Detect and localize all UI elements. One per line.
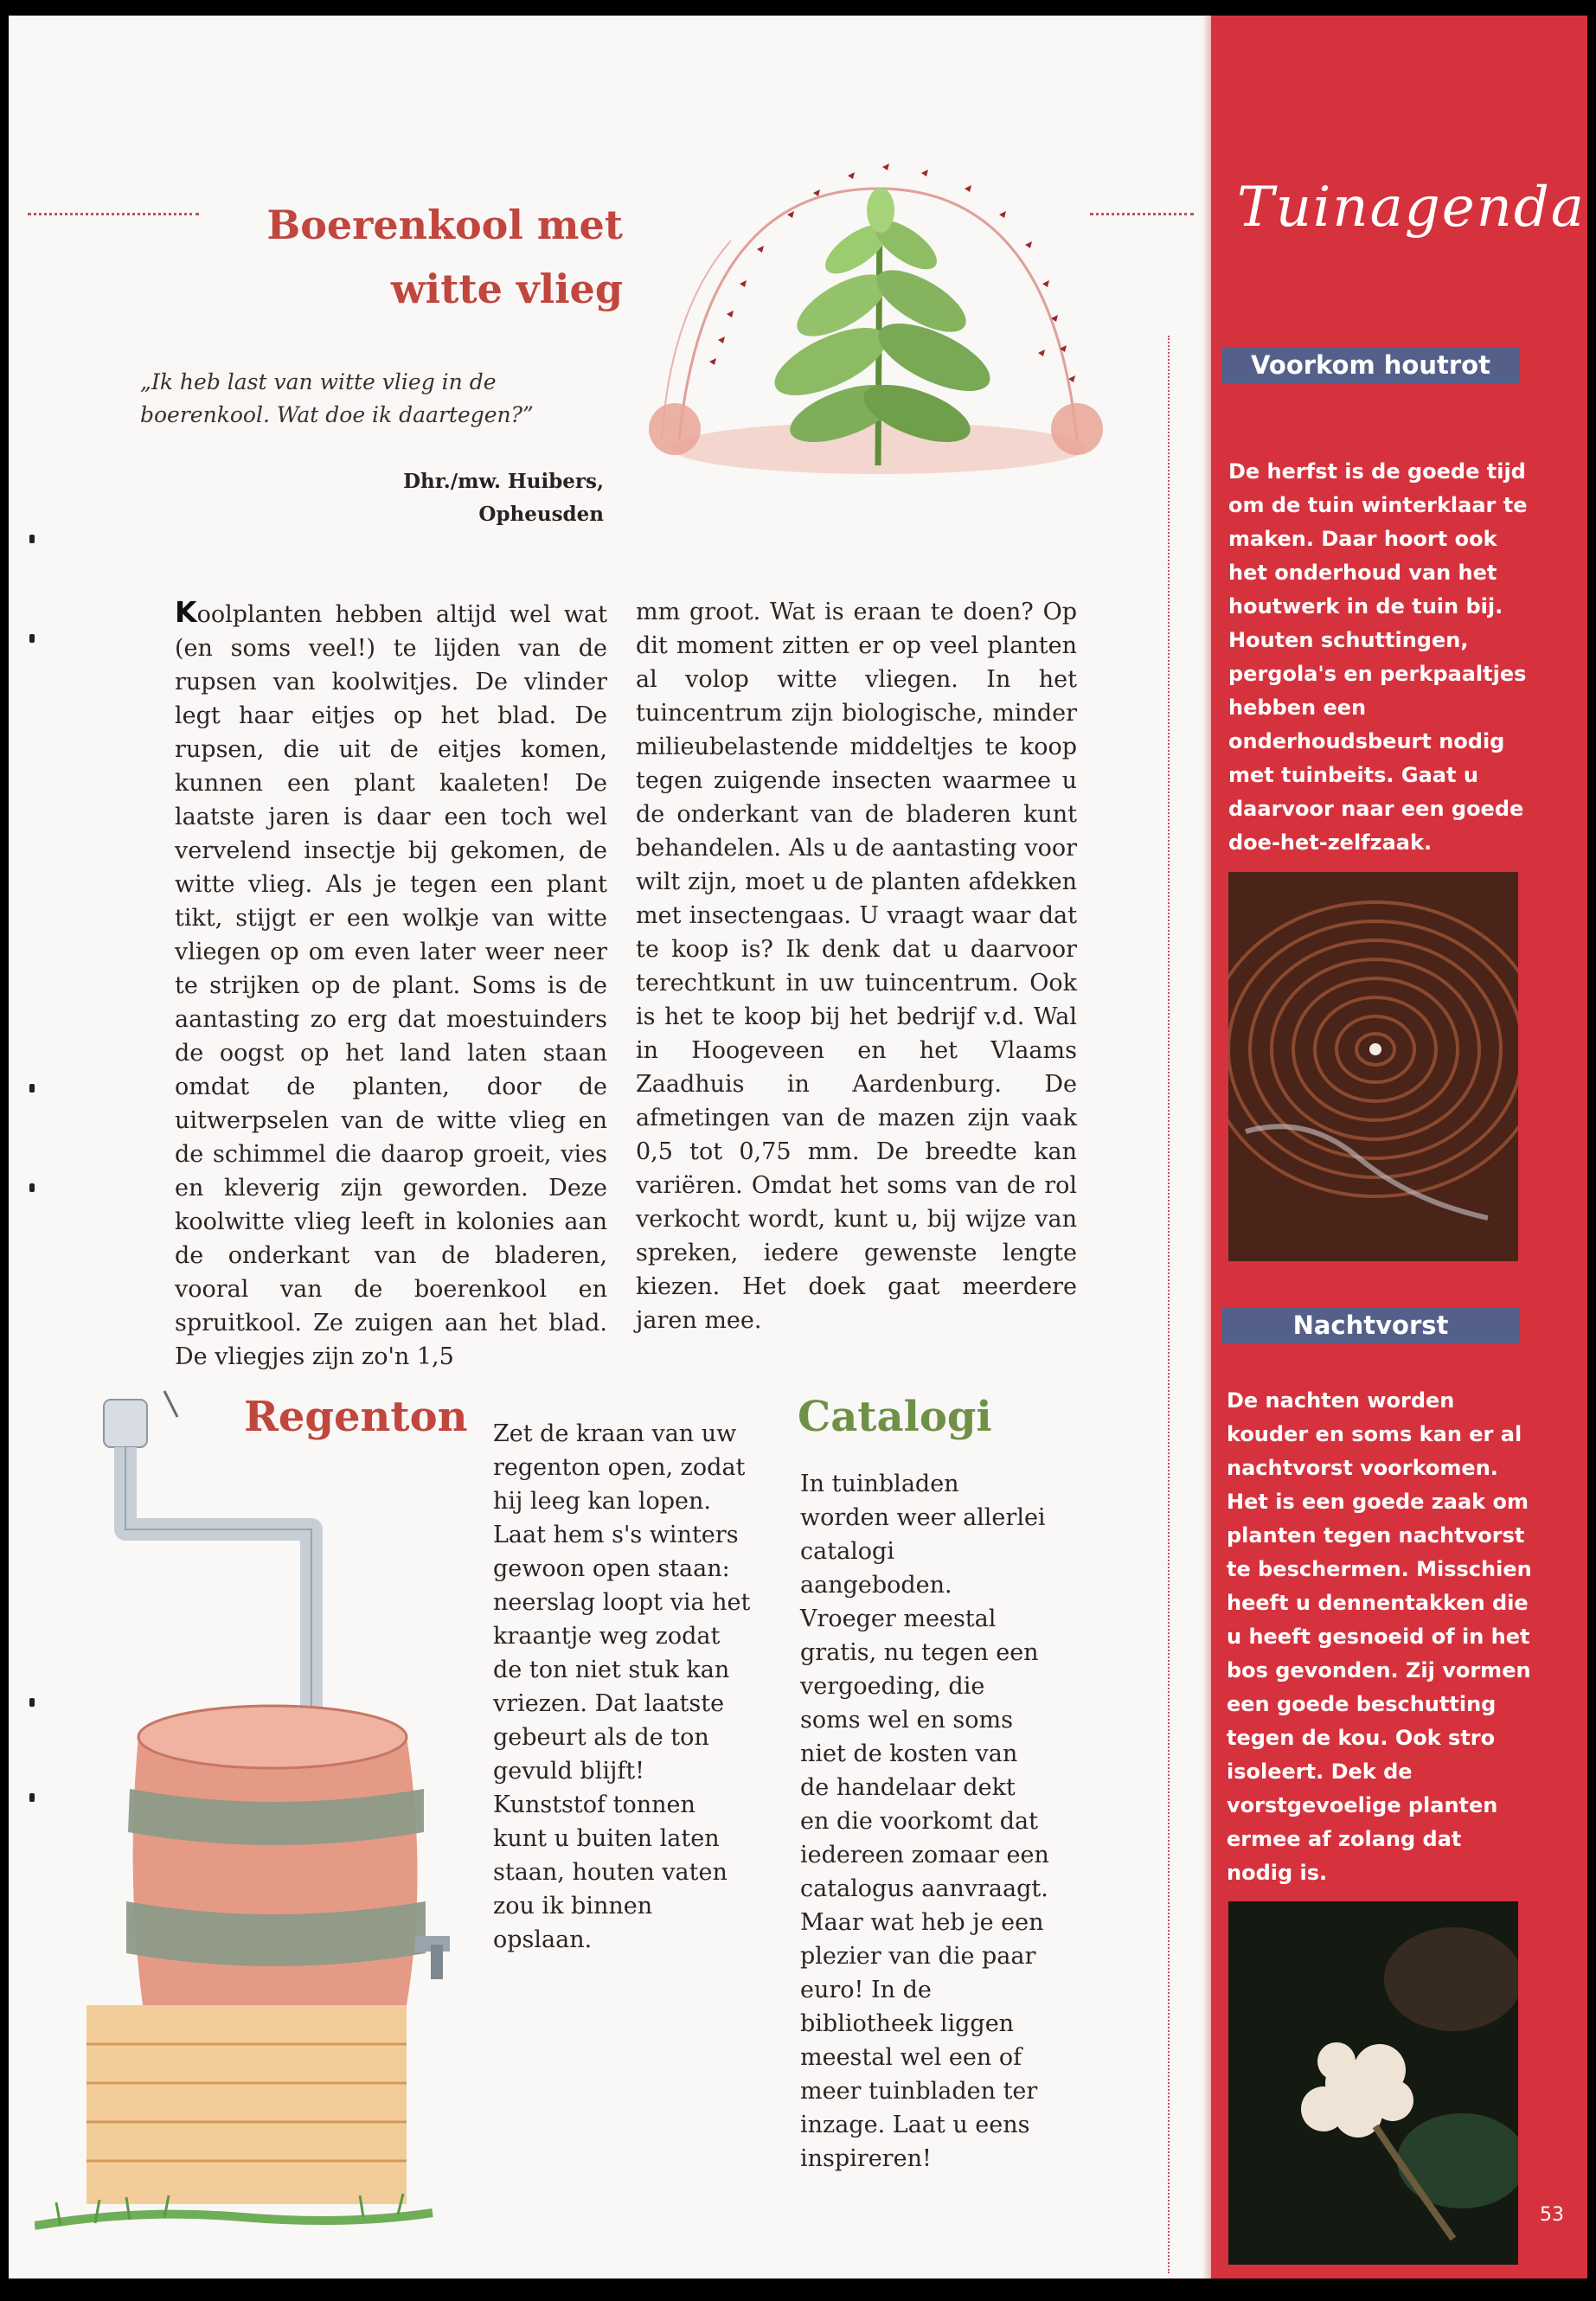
article-column-2: mm groot. Wat is eraan te doen? Op dit moment zitten er op veel planten al volop witte vliegen. In het tuincentrum zijn biologische, minder milieubelastende middeltjes te koop tegen zuigende insecten waarmee u de onderkant van de bladeren kunt behandelen. Als u de aantasting voor wilt zijn, moet u de planten afdekken met insectengaas. U vraagt waar dat te koop is? Ik denk dat u daarvoor terechtkunt in uw tuincentrum. Ook is het te koop bij het bedrijf v.d. Wal in Hoogeveen en het Vlaams Zaadhuis in Aardenburg. De afmetingen van de mazen zijn vaak 0,5 tot 0,75 mm. De breedte kan variëren. Omdat het soms van de rol verkocht wordt, kunt u, bij wijze van spreken, iedere gewenste lengte kiezen. Het doek gaat meerdere jaren mee. (636, 599, 1077, 1334)
catalogi-title: Catalogi (798, 1393, 992, 1441)
article-title (216, 193, 623, 321)
sidebar-section-title: Tuinagenda (1237, 176, 1586, 240)
drop-cap: K (175, 595, 197, 629)
header-divider (28, 213, 199, 215)
sidebar-heading-nachtvorst: Nachtvorst (1221, 1307, 1520, 1343)
margin-mark (29, 1084, 35, 1093)
article-column-1 (175, 595, 607, 1374)
question-author (268, 465, 604, 531)
article-column-1-text: oolplanten hebben altijd wel wat (en soms veel!) te lijden van de rupsen van koolwitjes. De vlinder legt haar eitjes op het blad. De rupsen, die uit de eitjes komen, kunnen een plant kaaleten! De laatste jaren is daar een toch wel vervelend insectje bij gekomen, de witte vlieg. Als je tegen een plant tikt, stijgt er een wolkje van witte vliegen op om even later weer neer te strijken op de plant. Soms is de aantasting zo erg dat moestuinders de oogst op het land laten staan omdat de planten, door de uitwerpselen van de witte vlieg en de schimmel die daarop groeit, vies en kleverig zijn geworden. Deze koolwitte vlieg leeft in kolonies aan de onderkant van de bladeren, vooral van de boerenkool en spruitkool. Ze zuigen aan het blad. De vliegjes zijn zo'n 1,5 (175, 601, 607, 1370)
magazine-page (9, 16, 1587, 2279)
sidebar-text-nachtvorst: De nachten worden kouder en soms kan er al nachtvorst voorkomen. Het is een goede zaak om planten tegen nachtvorst te beschermen. Misschien heeft u dennentakken die u heeft gesnoeid of in het bos gevonden. Zij vormen een goede beschutting tegen de kou. Ook stro isoleert. Dek de vorstgevoelige planten ermee af zolang dat nodig is. (1227, 1388, 1532, 1885)
regenton-title: Regenton (244, 1393, 468, 1441)
margin-mark (29, 634, 35, 643)
page-number: 53 (1540, 2204, 1564, 2226)
reader-question: „Ik heb last van witte vlieg in de boerenkool. Wat doe ik daartegen?” (140, 369, 534, 427)
wood-rings-photo (1228, 872, 1518, 1261)
author-place: Opheusden (478, 503, 604, 526)
author-name: Dhr./mw. Huibers, (403, 470, 604, 493)
article-title-line-2: witte vlieg (391, 266, 623, 312)
regenton-text: Zet de kraan van uw regenton open, zodat hij leeg kan lopen. Laat hem s's winters gewoon open staan: neerslag loopt via het kraantje weg zodat de ton niet stuk kan vriezen. Dat laatste gebeurt als de ton gevuld blijft! Kunststof tonnen kunt u buiten laten staan, houten vaten zou ik binnen opslaan. (493, 1420, 751, 1953)
rain-barrel-illustration (35, 1382, 484, 2247)
catalogi-text: In tuinbladen worden weer allerlei catalogi aangeboden. Vroeger meestal gratis, nu tegen een vergoeding, die soms wel en soms niet de kosten van de handelaar dekt en die voorkomt dat iedereen zomaar een catalogus aanvraagt. Maar wat heb je een plezier van die paar euro! In de bibliotheek liggen meestal wel een of meer tuinbladen ter inzage. Laat u eens inspireren! (800, 1471, 1049, 2172)
margin-mark (29, 1183, 35, 1192)
column-divider (1168, 336, 1170, 2273)
kale-plant-illustration (636, 154, 1120, 517)
tuinagenda-sidebar (1211, 16, 1587, 2279)
frosted-flower-photo (1228, 1901, 1518, 2265)
sidebar-heading-houtrot: Voorkom houtrot (1221, 347, 1520, 383)
sidebar-text-houtrot: De herfst is de goede tijd om de tuin winterklaar te maken. Daar hoort ook het onderhoud van het houtwerk in de tuin bij. Houten schuttingen, pergola's en perkpaaltjes hebben een onderhoudsbeurt nodig met tuinbeits. Gaat u daarvoor naar een goede doe-het-zelfzaak. (1228, 459, 1528, 855)
article-title-line-1: Boerenkool met (266, 202, 623, 248)
margin-mark (29, 535, 35, 543)
